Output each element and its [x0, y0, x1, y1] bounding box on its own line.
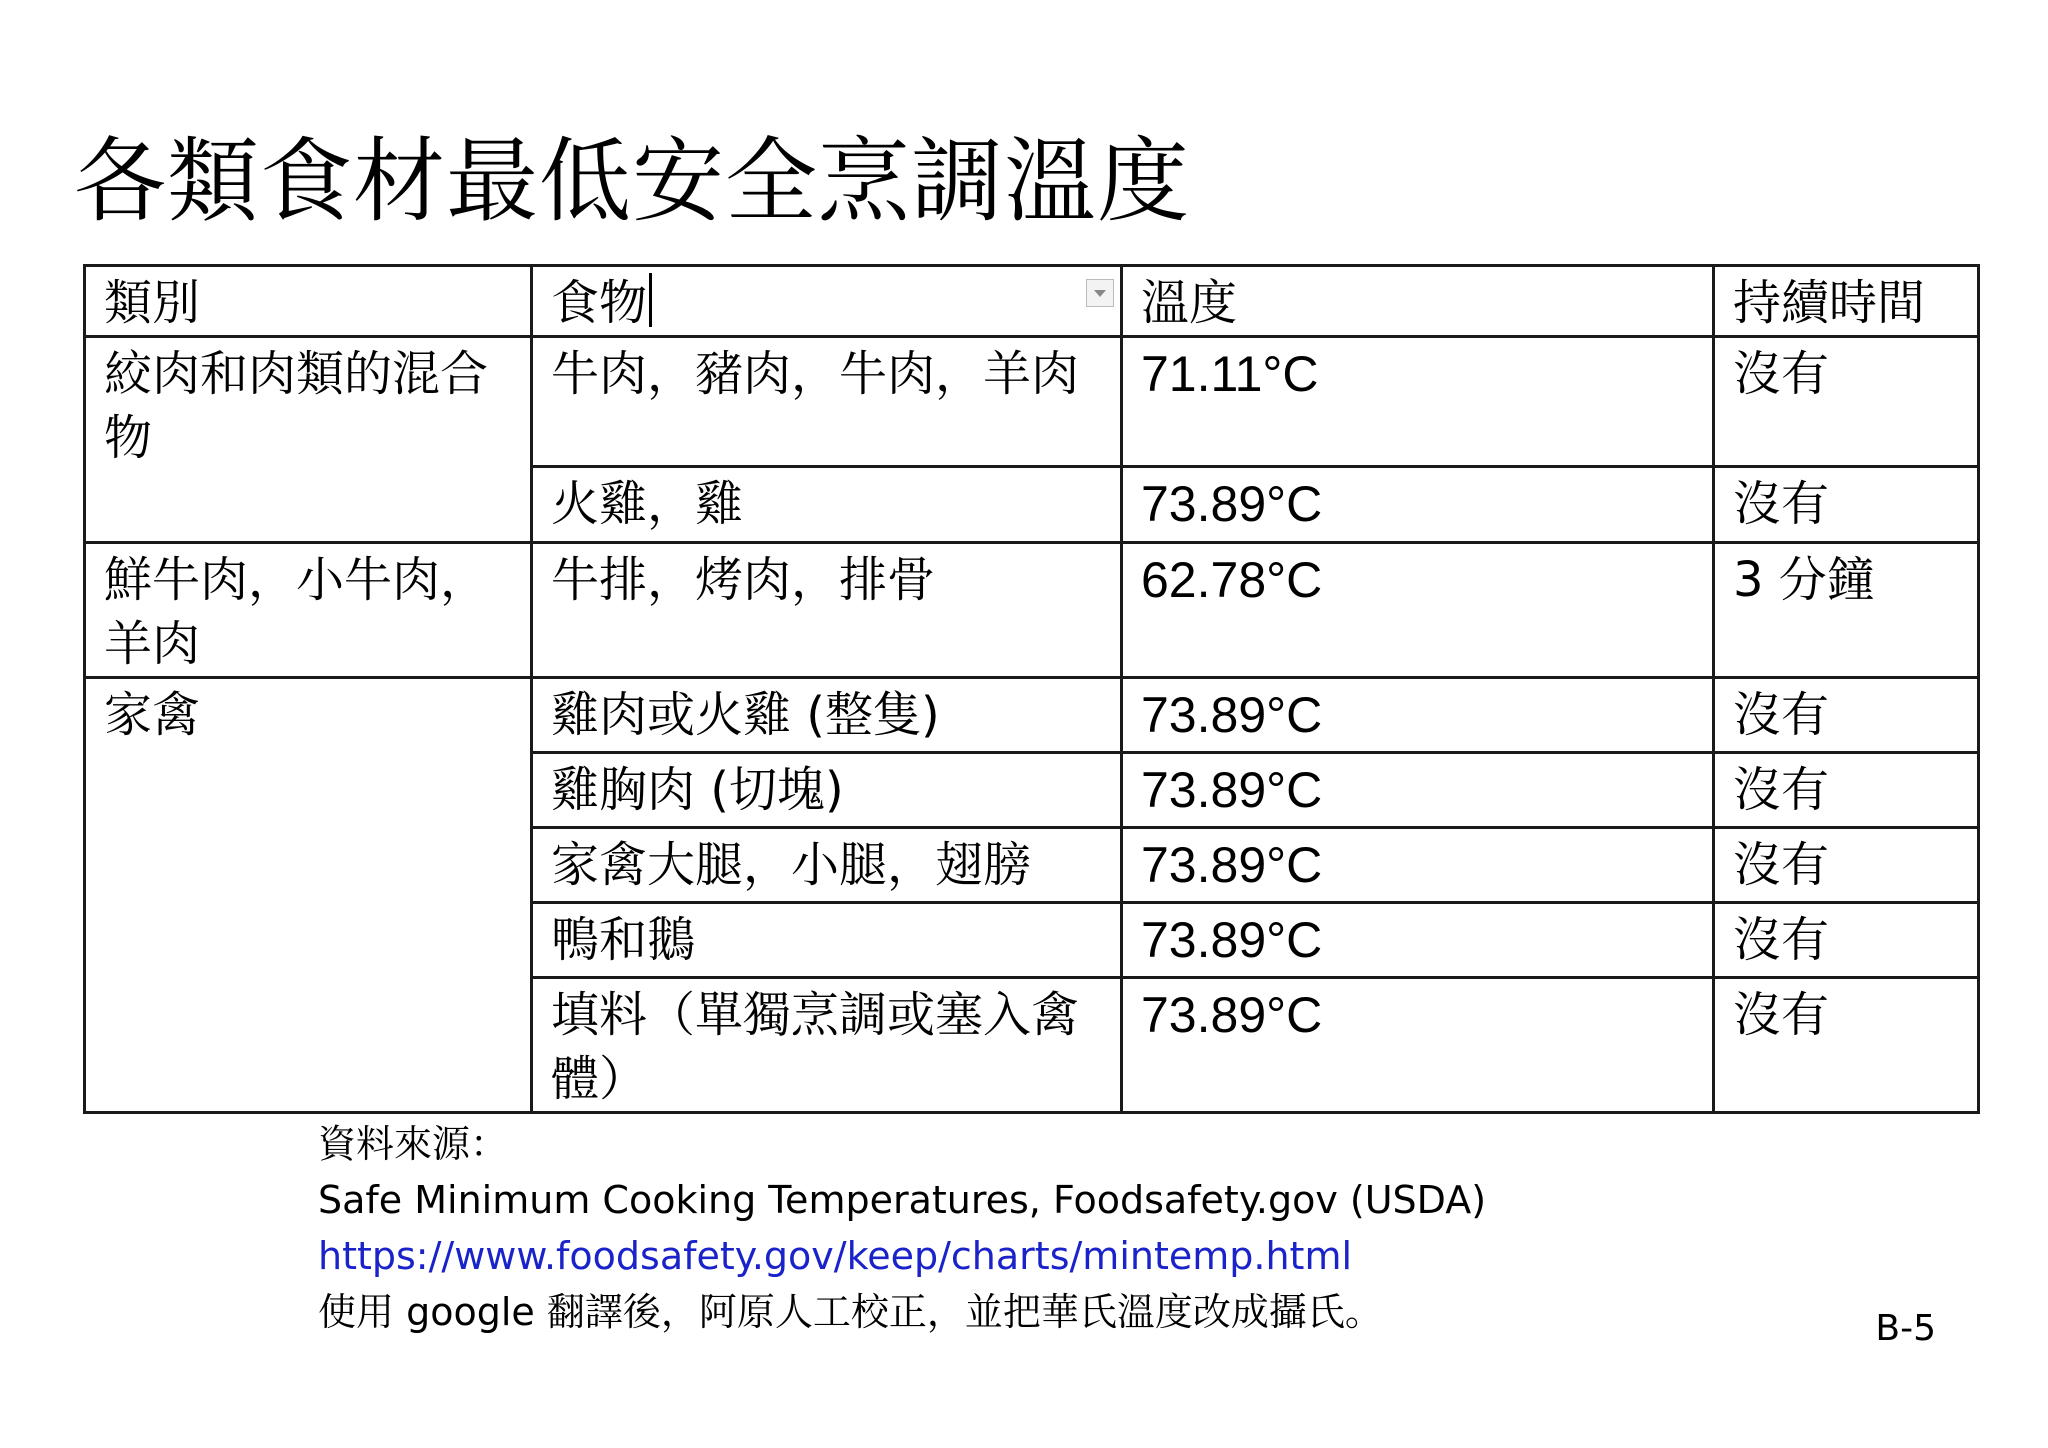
table-row: [85, 678, 1979, 753]
duration-cell: 沒有: [1714, 753, 1979, 828]
header-temperature: 溫度: [1122, 266, 1714, 337]
duration-cell: 沒有: [1714, 467, 1979, 543]
category-cell: 鮮牛肉，小牛肉，羊肉: [85, 543, 532, 678]
food-cell: 雞胸肉 (切塊): [532, 753, 1122, 828]
temperature-cell: 71.11°C: [1122, 337, 1714, 467]
duration-cell: 沒有: [1714, 678, 1979, 753]
source-url-link[interactable]: https://www.foodsafety.gov/keep/charts/mintemp.html: [318, 1234, 1353, 1278]
temperature-cell: 73.89°C: [1122, 467, 1714, 543]
duration-cell: 沒有: [1714, 903, 1979, 978]
duration-cell: 沒有: [1714, 337, 1979, 467]
table-header-row: [85, 266, 1979, 337]
header-food[interactable]: [532, 266, 1122, 337]
translation-note: 使用 google 翻譯後，阿原人工校正，並把華氏溫度改成攝氏。: [318, 1290, 1383, 1334]
temperature-cell: 73.89°C: [1122, 903, 1714, 978]
duration-cell: 沒有: [1714, 828, 1979, 903]
temperature-cell: 73.89°C: [1122, 678, 1714, 753]
source-notes: [318, 1116, 1486, 1340]
filter-dropdown-icon[interactable]: [1086, 279, 1114, 307]
text-cursor: [649, 273, 652, 327]
duration-cell: 3 分鐘: [1714, 543, 1979, 678]
temperature-cell: 73.89°C: [1122, 978, 1714, 1113]
food-cell: 牛肉，豬肉，牛肉，羊肉: [532, 337, 1122, 467]
temperature-table: [83, 264, 1980, 1114]
category-cell: 絞肉和肉類的混合物: [85, 337, 532, 543]
category-cell: 家禽: [85, 678, 532, 1113]
table-row: [85, 543, 1979, 678]
duration-cell: 沒有: [1714, 978, 1979, 1113]
page-number: B-5: [1875, 1308, 1936, 1349]
temperature-cell: 73.89°C: [1122, 753, 1714, 828]
food-cell: 雞肉或火雞 (整隻): [532, 678, 1122, 753]
header-duration: 持續時間: [1714, 266, 1979, 337]
header-category: 類別: [85, 266, 532, 337]
temperature-cell: 73.89°C: [1122, 828, 1714, 903]
food-cell: 家禽大腿，小腿，翅膀: [532, 828, 1122, 903]
food-cell: 牛排，烤肉，排骨: [532, 543, 1122, 678]
food-cell: 鴨和鵝: [532, 903, 1122, 978]
temperature-table-container: [83, 264, 1977, 1110]
food-cell: 火雞，雞: [532, 467, 1122, 543]
header-food-label: 食物: [551, 275, 648, 331]
temperature-cell: 62.78°C: [1122, 543, 1714, 678]
source-citation: Safe Minimum Cooking Temperatures, Foodsafety.gov (USDA): [318, 1178, 1487, 1222]
source-label: 資料來源：: [318, 1122, 509, 1166]
table-row: [85, 337, 1979, 467]
page-title: 各類食材最低安全烹調溫度: [74, 128, 1191, 235]
food-cell: 填料（單獨烹調或塞入禽體）: [532, 978, 1122, 1113]
